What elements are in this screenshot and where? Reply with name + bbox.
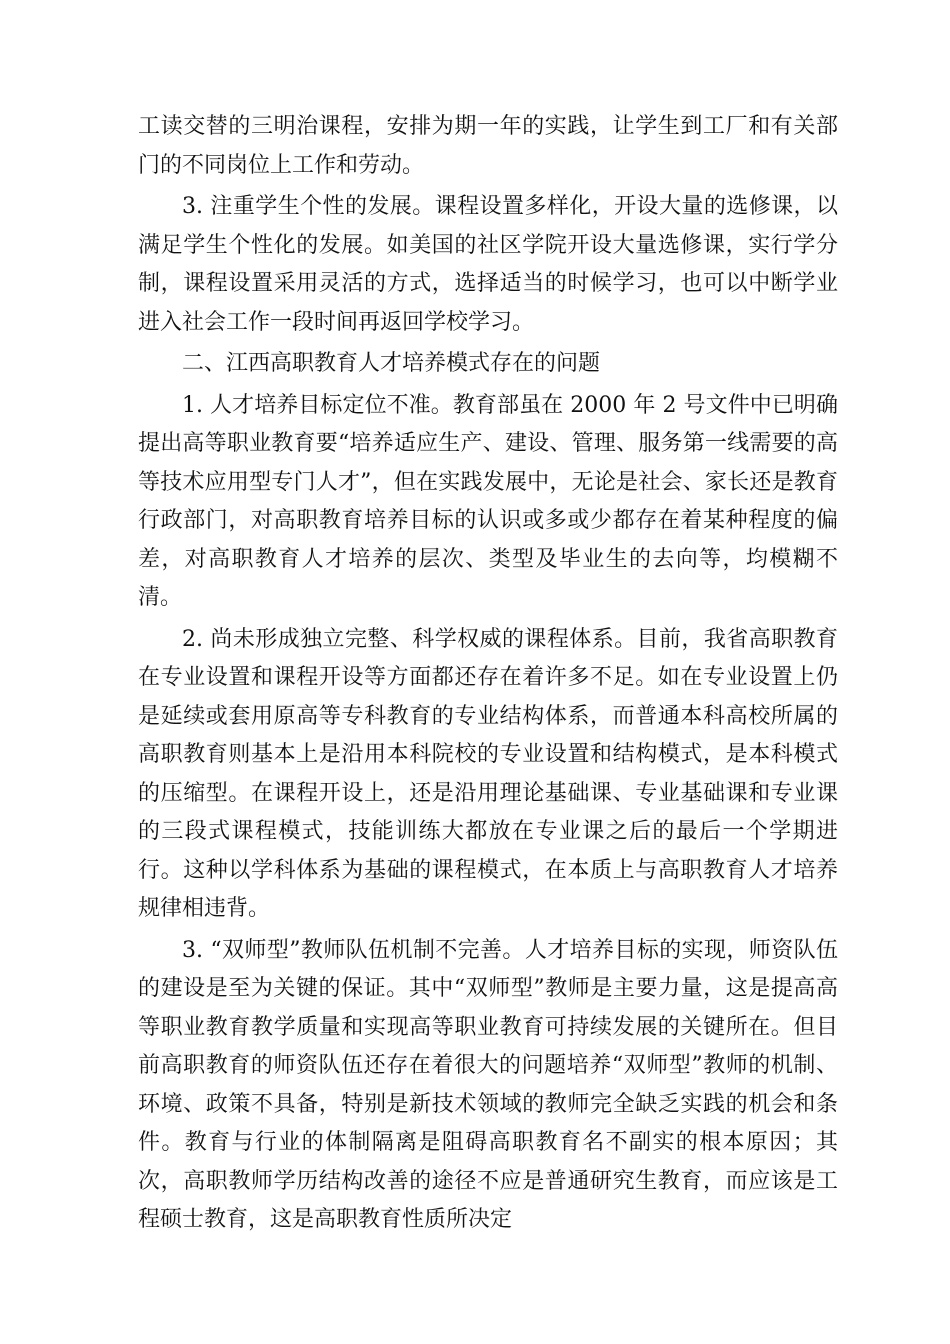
paragraph-personality-development: 3. 注重学生个性的发展。课程设置多样化，开设大量的选修课，以满足学生个性化的发展。如美国的社区学院开设大量选修课，实行学分制，课程设置采用灵活的方式，选择适当的时候学习，也可以中断学业进入社会工作一段时间再返回学校学习。 (138, 194, 838, 335)
paragraph-curriculum-system: 2. 尚未形成独立完整、科学权威的课程体系。目前，我省高职教育在专业设置和课程开设等方面都还存在着许多不足。如在专业设置上仍是延续或套用原高等专科教育的专业结构体系，而普通本科高校所属的高职教育则基本上是沿用本科院校的专业设置和结构模式，是本科模式的压缩型。在课程开设上，还是沿用理论基础课、专业基础课和专业课的三段式课程模式，技能训练大都放在专业课之后的最后一个学期进行。这种以学科体系为基础的课程模式，在本质上与高职教育人才培养规律相违背。 (138, 626, 838, 921)
document-body (138, 108, 838, 1243)
paragraph-continuation: 工读交替的三明治课程，安排为期一年的实践，让学生到工厂和有关部门的不同岗位上工作和劳动。 (138, 114, 838, 178)
paragraph-training-target: 1. 人才培养目标定位不准。教育部虽在 2000 年 2 号文件中已明确提出高等职业教育要“培养适应生产、建设、管理、服务第一线需要的高等技术应用型专门人才”，但在实践发展中，无论是社会、家长还是教育行政部门，对高职教育培养目标的认识或多或少都存在着某种程度的偏差，对高职教育人才培养的层次、类型及毕业生的去向等，均模糊不清。 (138, 392, 838, 610)
paragraph-dual-teacher: 3. “双师型”教师队伍机制不完善。人才培养目标的实现，师资队伍的建设是至为关键的保证。其中“双师型”教师是主要力量，这是提高高等职业教育教学质量和实现高等职业教育可持续发展的关键所在。但目前高职教育的师资队伍还存在着很大的问题培养“双师型”教师的机制、环境、政策不具备，特别是新技术领域的教师完全缺乏实践的机会和条件。教育与行业的体制隔离是阻碍高职教育名不副实的根本原因；其次，高职教师学历结构改善的途径不应是普通研究生教育，而应该是工程硕士教育，这是高职教育性质所决定 (138, 937, 838, 1232)
section-heading-jiangxi-problems: 二、江西高职教育人才培养模式存在的问题 (182, 351, 601, 376)
